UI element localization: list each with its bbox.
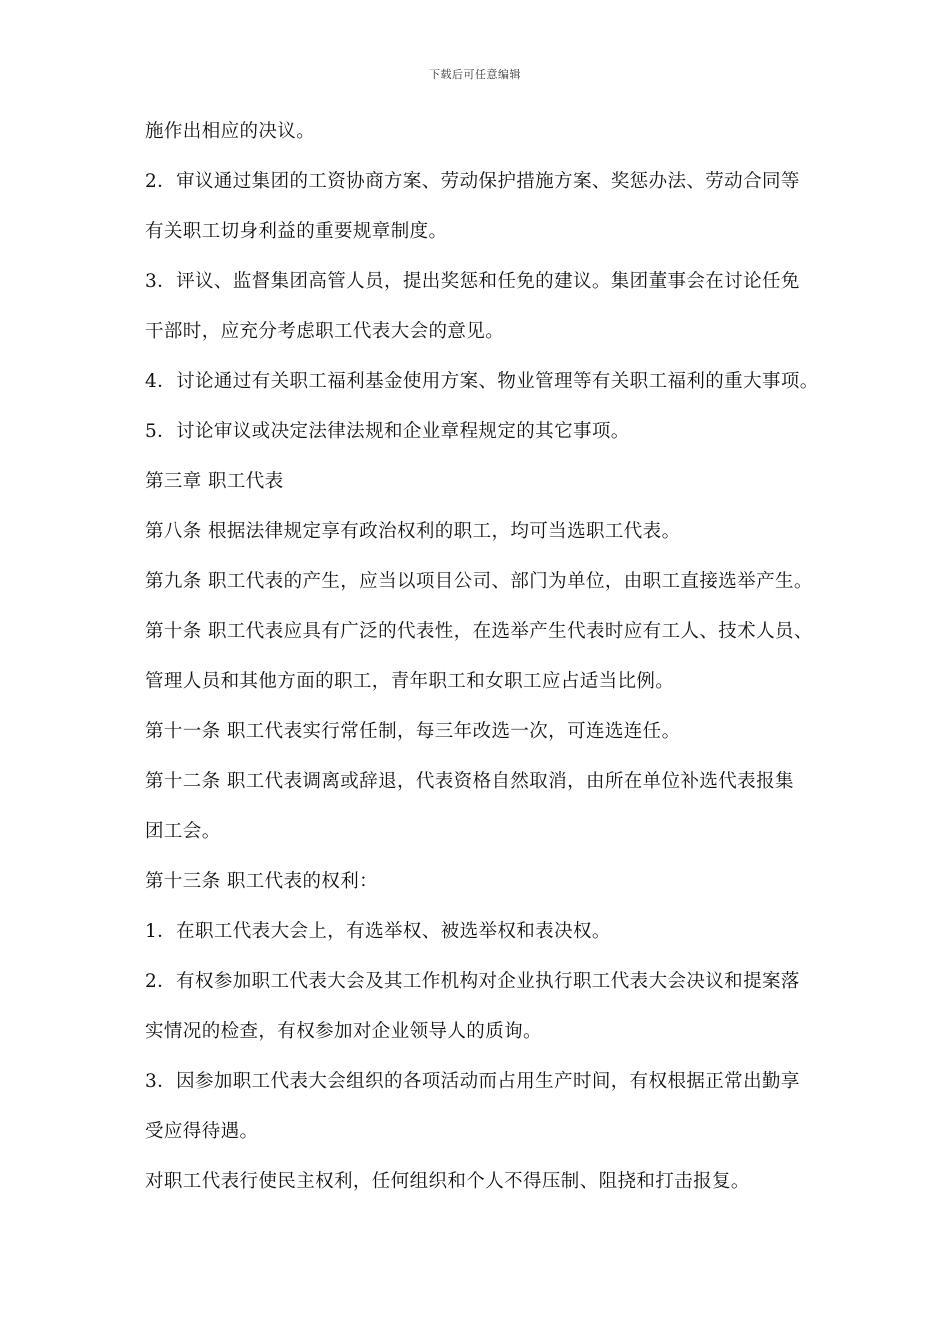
text-line: 对职工代表行使民主权利，任何组织和个人不得压制、阻挠和打击报复。 xyxy=(145,1171,750,1192)
text-line: 3．因参加职工代表大会组织的各项活动而占用生产时间，有权根据正常出勤享 xyxy=(145,1071,800,1092)
text-line: 第八条 根据法律规定享有政治权利的职工，均可当选职工代表。 xyxy=(145,521,681,542)
text-line: 5．讨论审议或决定法律法规和企业章程规定的其它事项。 xyxy=(145,421,630,442)
document-body xyxy=(145,119,835,1219)
text-line: 干部时，应充分考虑职工代表大会的意见。 xyxy=(145,321,505,342)
text-line: 实情况的检查，有权参加对企业领导人的质询。 xyxy=(145,1021,542,1042)
text-line: 4．讨论通过有关职工福利基金使用方案、物业管理等有关职工福利的重大事项。 xyxy=(145,371,819,392)
page-header: 下载后可任意编辑 xyxy=(429,68,521,81)
text-line: 第九条 职工代表的产生，应当以项目公司、部门为单位，由职工直接选举产生。 xyxy=(145,571,813,592)
text-line: 1．在职工代表大会上，有选举权、被选举权和表决权。 xyxy=(145,921,611,942)
chapter-heading: 第三章 职工代表 xyxy=(145,471,284,492)
text-line: 3．评议、监督集团高管人员，提出奖惩和任免的建议。集团董事会在讨论任免 xyxy=(145,271,800,292)
text-line: 第十一条 职工代表实行常任制，每三年改选一次，可连选连任。 xyxy=(145,721,681,742)
text-line: 2．审议通过集团的工资协商方案、劳动保护措施方案、奖惩办法、劳动合同等 xyxy=(145,171,800,192)
text-line: 施作出相应的决议。 xyxy=(145,121,316,142)
text-line: 第十三条 职工代表的权利： xyxy=(145,871,379,892)
text-line: 第十条 职工代表应具有广泛的代表性，在选举产生代表时应有工人、技术人员、 xyxy=(145,621,813,642)
text-line: 团工会。 xyxy=(145,821,221,842)
text-line: 管理人员和其他方面的职工，青年职工和女职工应占适当比例。 xyxy=(145,671,675,692)
text-line: 第十二条 职工代表调离或辞退，代表资格自然取消，由所在单位补选代表报集 xyxy=(145,771,794,792)
text-line: 2．有权参加职工代表大会及其工作机构对企业执行职工代表大会决议和提案落 xyxy=(145,971,800,992)
text-line: 有关职工切身利益的重要规章制度。 xyxy=(145,221,448,242)
text-line: 受应得待遇。 xyxy=(145,1121,259,1142)
